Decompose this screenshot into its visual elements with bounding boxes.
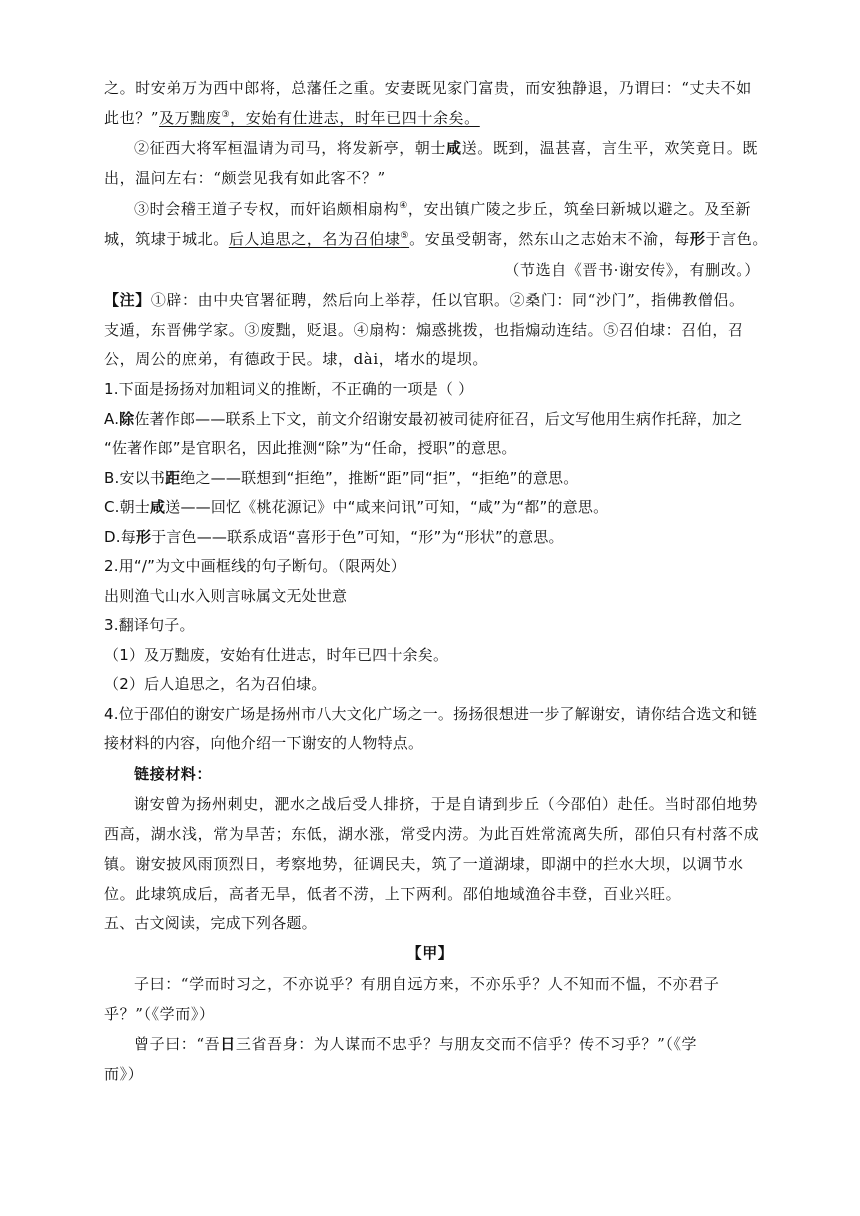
note-line: 【注】①辟：由中央官署征聘，然后向上举荐，任以官职。②桑门：同“沙门”，指佛教僧侣。 <box>104 291 745 309</box>
note-line: 公，周公的庶弟，有德政于民。埭，dài，堵水的堤坝。 <box>104 350 488 368</box>
question-2-sentence: 出则渔弋山水入则言咏属文无处世意 <box>104 587 348 605</box>
underlined-sentence: 及万黜废③，安始有仕进志，时年已四十余矣。 <box>159 109 480 127</box>
passage-jia-title: 【甲】 <box>406 944 454 962</box>
bold-word: 咸 <box>150 498 166 516</box>
passage-text: 之。时安弟万为西中郎将，总藩任之重。安妻既见家门富贵，而安独静退，乃谓曰：“丈夫不如 <box>104 79 752 97</box>
question-4-continued: 接材料的内容，向他介绍一下谢安的人物特点。 <box>104 734 424 752</box>
analects-line: 曾子曰：“吾日三省吾身：为人谋而不忠乎？与朋友交而不信乎？传不习乎？”（《学 <box>134 1035 698 1053</box>
note-label: 【注】 <box>104 291 151 309</box>
option-a: A.除佐著作郎——联系上下文，前文介绍谢安最初被司徒府征召，后文写他用生病作托辞，加之 <box>104 410 743 428</box>
footnote-marker: ③ <box>221 110 231 120</box>
footnote-marker: ④ <box>399 201 408 211</box>
link-material-line: 位。此埭筑成后，高者无旱，低者不涝，上下两利。邵伯地域渔谷丰登，百业兴旺。 <box>104 885 682 903</box>
bold-word: 咸 <box>446 139 462 157</box>
source-citation: （节选自《晋书·谢安传》，有删改。） <box>504 261 760 279</box>
bold-word: 距 <box>165 469 181 487</box>
passage-line <box>104 78 756 98</box>
analects-line: 子曰：“学而时习之，不亦说乎？有朋自远方来，不亦乐乎？人不知而不愠，不亦君子 <box>134 975 720 993</box>
passage-line: 出，温问左右：“颇尝见我有如此客不？” <box>104 169 386 187</box>
option-b: B.安以书距绝之——联想到“拒绝”，推断“距”同“拒”，“拒绝”的意思。 <box>104 469 579 487</box>
underlined-sentence: 后人追思之，名为召伯埭⑤ <box>228 230 410 248</box>
question-1: 1.下面是扬扬对加粗词义的推断，不正确的一项是（ ） <box>104 380 474 398</box>
passage-line <box>104 108 756 128</box>
question-3-item-1: （1）及万黜废，安始有仕进志，时年已四十余矣。 <box>104 646 449 664</box>
option-d: D.每形于言色——联系成语“喜形于色”可知，“形”为“形状”的意思。 <box>104 528 564 546</box>
question-4: 4.位于邵伯的谢安广场是扬州市八大文化广场之一。扬扬很想进一步了解谢安，请你结合选文和链 <box>104 705 758 723</box>
link-material-title: 链接材料： <box>134 765 213 783</box>
passage-line: 城，筑埭于城北。后人追思之，名为召伯埭⑤。安虽受朝寄，然东山之志始末不渝，每形于言色。 <box>104 230 768 248</box>
note-line: 支遁，东晋佛学家。③废黜，贬退。④扇构：煽惑挑拨，也指煽动连结。⑤召伯埭：召伯，召 <box>104 321 744 339</box>
passage-text: 此也？” <box>104 109 160 127</box>
option-c: C.朝士咸送——回忆《桃花源记》中“咸来问讯”可知，“咸”为“都”的意思。 <box>104 498 609 516</box>
passage-line: ③时会稽王道子专权，而奸谄颇相扇构④，安出镇广陵之步丘，筑垒曰新城以避之。及至新 <box>134 200 752 218</box>
question-2: 2.用“/”为文中画框线的句子断句。（限两处） <box>104 557 407 575</box>
link-material-line: 谢安曾为扬州刺史，淝水之战后受人排挤，于是自请到步丘（今邵伯）赴任。当时邵伯地势 <box>134 795 759 813</box>
section-heading: 五、古文阅读，完成下列各题。 <box>104 914 317 932</box>
analects-line: 而》） <box>104 1065 144 1083</box>
analects-line: 乎？”（《学而》） <box>104 1005 215 1023</box>
passage-line: ②征西大将军桓温请为司马，将发新亭，朝士咸送。既到，温甚喜，言生平，欢笑竟日。既 <box>134 139 759 157</box>
option-a-continued: “佐著作郎”是官职名，因此推测“除”为“任命，授职”的意思。 <box>104 439 517 457</box>
bold-word: 形 <box>689 230 706 248</box>
question-3: 3.翻译句子。 <box>104 616 195 634</box>
footnote-marker: ⑤ <box>400 231 410 241</box>
bold-word: 日 <box>220 1035 236 1053</box>
question-3-item-2: （2）后人追思之，名为召伯埭。 <box>104 675 327 693</box>
link-material-line: 西高，湖水浅，常为旱苦；东低，湖水涨，常受内涝。为此百姓常流离失所，邵伯只有村落不成 <box>104 825 760 843</box>
link-material-line: 镇。谢安披风雨顶烈日，考察地势，征调民夫，筑了一道湖埭，即湖中的拦水大坝，以调节水 <box>104 855 744 873</box>
bold-word: 形 <box>135 528 152 546</box>
bold-word: 除 <box>119 410 135 428</box>
